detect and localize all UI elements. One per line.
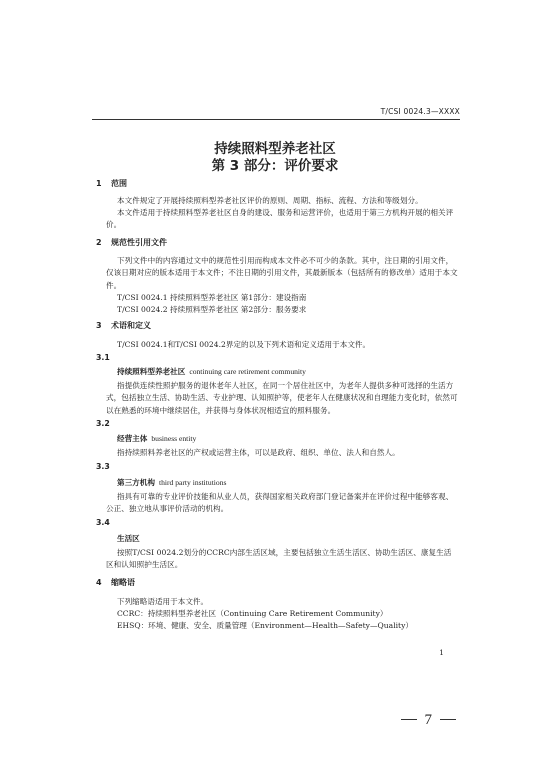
paragraph: 本文件规定了开展持续照料型养老社区评价的原则、周期、指标、流程、方法和等级划分。 (117, 196, 423, 205)
term-english: third party institutions (158, 478, 227, 487)
book-page-footer (0, 709, 550, 729)
section-title: 缩略语 (111, 578, 135, 587)
abbreviation-item: CCRC：持续照料型养老社区（Continuing Care Retirement Community） (117, 609, 388, 618)
section-number: 2 (96, 238, 102, 247)
dash-right (440, 719, 456, 720)
section-number: 4 (96, 578, 102, 587)
term-definition: 指具有可靠的专业评价技能和从业人员，获得国家相关政府部门登记备案并在评价过程中能够客观、公正、独立地从事评价活动的机构。 (106, 492, 454, 514)
reference-item: T/CSI 0024.2 持续照料型养老社区 第2部分：服务要求 (117, 305, 307, 314)
term-english: business entity (151, 434, 197, 443)
term-number: 3.4 (96, 518, 110, 527)
section-heading-normative-references (96, 237, 167, 248)
term-entry (117, 477, 226, 488)
dash-left (401, 719, 417, 720)
paragraph: 本文件适用于持续照料型养老社区自身的建设、服务和运营评价，也适用于第三方机构开展的相关评价。 (106, 208, 454, 230)
term-entry (117, 433, 196, 444)
section-number: 3 (96, 321, 102, 330)
section-heading-scope (96, 178, 127, 189)
file-page-number: 1 (439, 648, 444, 657)
reference-item: T/CSI 0024.1 持续照料型养老社区 第1部分：建设指南 (117, 293, 307, 302)
abbreviation-item: EHSQ：环境、健康、安全、质量管理（Environment—Health—Safety—Quality） (117, 621, 413, 630)
section-title: 术语和定义 (111, 321, 151, 330)
paragraph: 下列文件中的内容通过文中的规范性引用而构成本文件必不可少的条款。其中，注日期的引用文件，仅该日期对应的版本适用于本文件；不注日期的引用文件，其最新版本（包括所有的修改单）适用于本文件。 (106, 256, 458, 290)
section-heading-abbreviations (96, 577, 135, 588)
term-english: continuing care retirement community (189, 367, 306, 376)
paragraph: 下列缩略语适用于本文件。 (117, 597, 209, 606)
term-entry (117, 533, 140, 544)
book-page-number: 7 (424, 712, 432, 728)
section-title: 范围 (111, 179, 127, 188)
term-chinese: 生活区 (117, 534, 140, 543)
section-number: 1 (96, 179, 102, 188)
document-title: 持续照料型养老社区 (214, 141, 336, 157)
document-code: T/CSI 0024.3—XXXX (380, 107, 460, 116)
term-chinese: 第三方机构 (117, 478, 155, 487)
section-title: 规范性引用文件 (111, 238, 167, 247)
paragraph: T/CSI 0024.1和T/CSI 0024.2界定的以及下列术语和定义适用于本文件。 (117, 340, 371, 349)
term-number: 3.2 (96, 419, 110, 428)
term-number: 3.1 (96, 353, 110, 362)
term-chinese: 经营主体 (117, 434, 148, 443)
term-definition: 指持续照料养老社区的产权或运营主体，可以是政府、组织、单位、法人和自然人。 (117, 448, 400, 457)
term-chinese: 持续照料型养老社区 (117, 367, 186, 376)
term-number: 3.3 (96, 462, 110, 471)
term-entry (117, 366, 306, 377)
term-definition: 指提供连续性照护服务的退休老年人社区，在同一个居住社区中，为老年人提供多种可选择的生活方式，包括独立生活、协助生活、专业护理、认知照护等，使老年人在健康状况和自理能力变化时，依然可以在熟悉的环境中继续居住，并获得与身体状况相适宜的照料服务。 (106, 381, 458, 415)
header-rule (92, 119, 460, 120)
section-heading-terms (96, 320, 151, 331)
document-subtitle: 第 3 部分：评价要求 (211, 158, 339, 174)
term-definition: 按照T/CSI 0024.2划分的CCRC内部生活区域，主要包括独立生活生活区、协助生活区、康复生活区和认知照护生活区。 (106, 548, 452, 570)
